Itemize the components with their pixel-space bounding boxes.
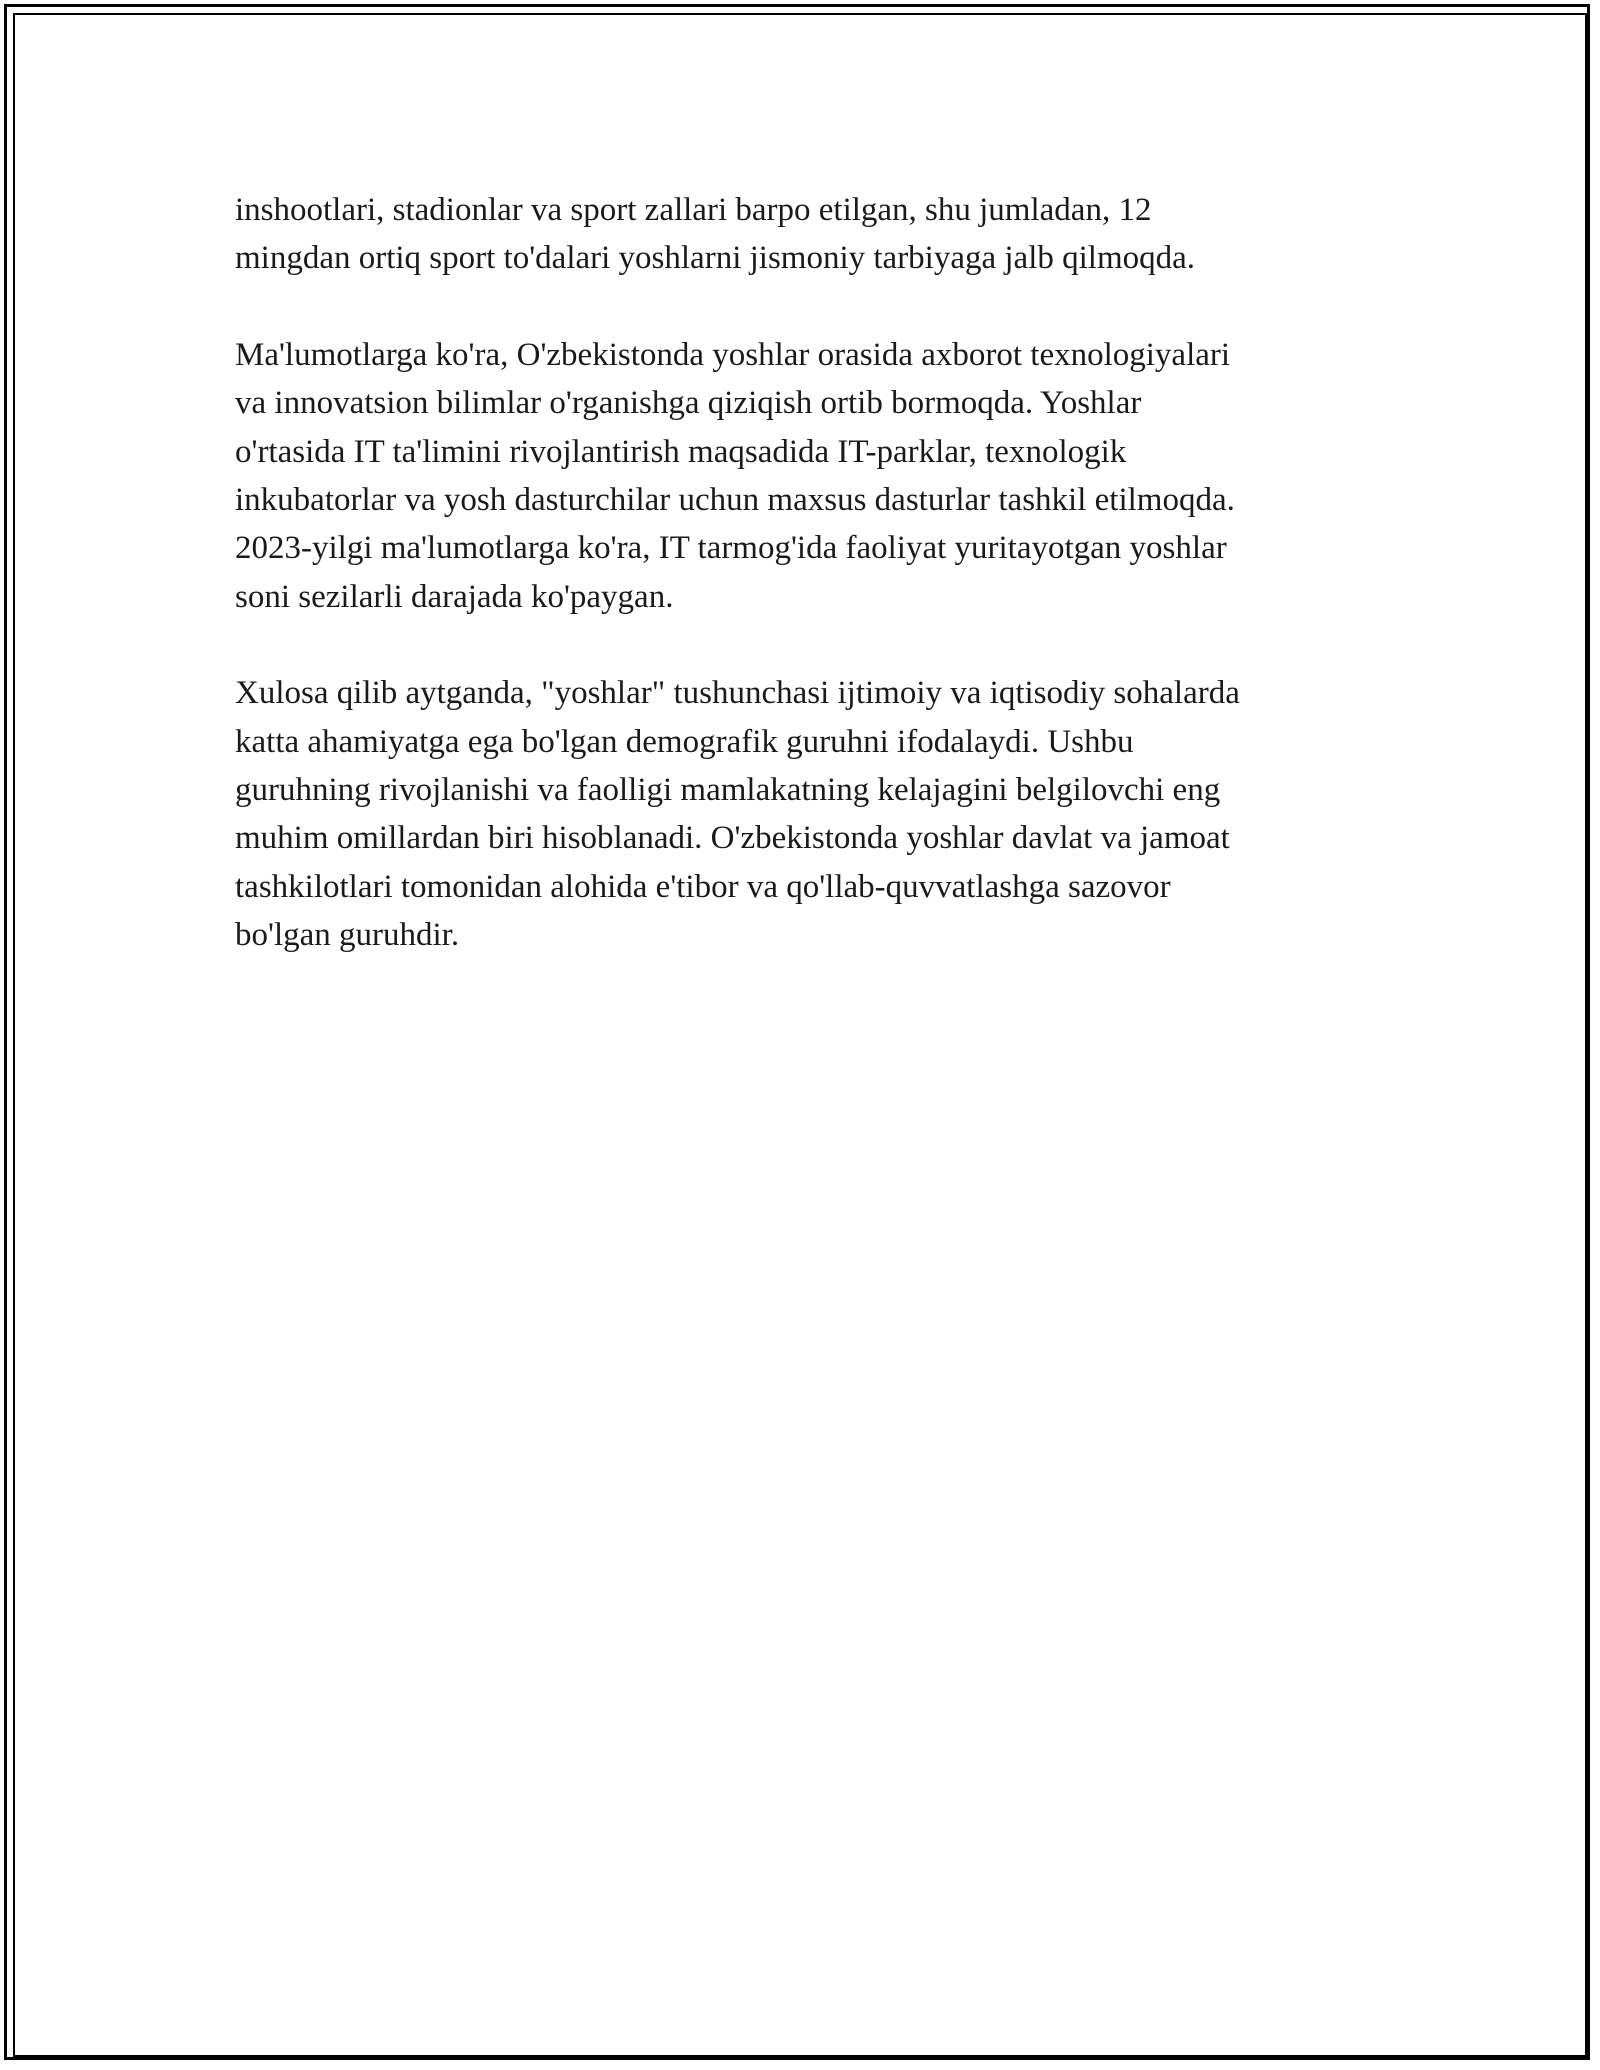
text-line: inkubatorlar va yosh dasturchilar uchun maxsus dasturlar tashkil etilmoqda. — [235, 481, 1235, 518]
document-body — [235, 186, 1365, 1008]
text-line: guruhning rivojlanishi va faolligi mamlakatning kelajagini belgilovchi eng — [235, 771, 1221, 808]
text-line: 2023-yilgi ma'lumotlarga ko'ra, IT tarmog'ida faoliyat yuritayotgan yoshlar — [235, 530, 1227, 567]
text-line: tashkilotlari tomonidan alohida e'tibor va qo'llab-quvvatlashga sazovor — [235, 868, 1171, 905]
text-line: soni sezilarli darajada ko'paygan. — [235, 578, 674, 615]
text-line: katta ahamiyatga ega bo'lgan demografik guruhni ifodalaydi. Ushbu — [235, 723, 1134, 760]
text-line: va innovatsion bilimlar o'rganishga qiziqish ortib bormoqda. Yoshlar — [235, 385, 1142, 422]
text-line: inshootlari, stadionlar va sport zallari barpo etilgan, shu jumladan, 12 — [235, 192, 1152, 228]
text-line: mingdan ortiq sport to'dalari yoshlarni jismoniy tarbiyaga jalb qilmoqda. — [235, 240, 1196, 277]
text-line: o'rtasida IT ta'limini rivojlantirish maqsadida IT-parklar, texnologik — [235, 433, 1127, 470]
text-line: bo'lgan guruhdir. — [235, 916, 460, 953]
text-line: Xulosa qilib aytganda, "yoshlar" tushunchasi ijtimoiy va iqtisodiy sohalarda — [235, 675, 1240, 712]
paragraph-it-education — [235, 331, 1365, 621]
paragraph-sports-facilities — [235, 186, 1365, 283]
text-line: muhim omillardan biri hisoblanadi. O'zbekistonda yoshlar davlat va jamoat — [235, 820, 1230, 857]
text-line: Ma'lumotlarga ko'ra, O'zbekistonda yoshlar orasida axborot texnologiyalari — [235, 337, 1231, 374]
paragraph-conclusion — [235, 669, 1365, 959]
